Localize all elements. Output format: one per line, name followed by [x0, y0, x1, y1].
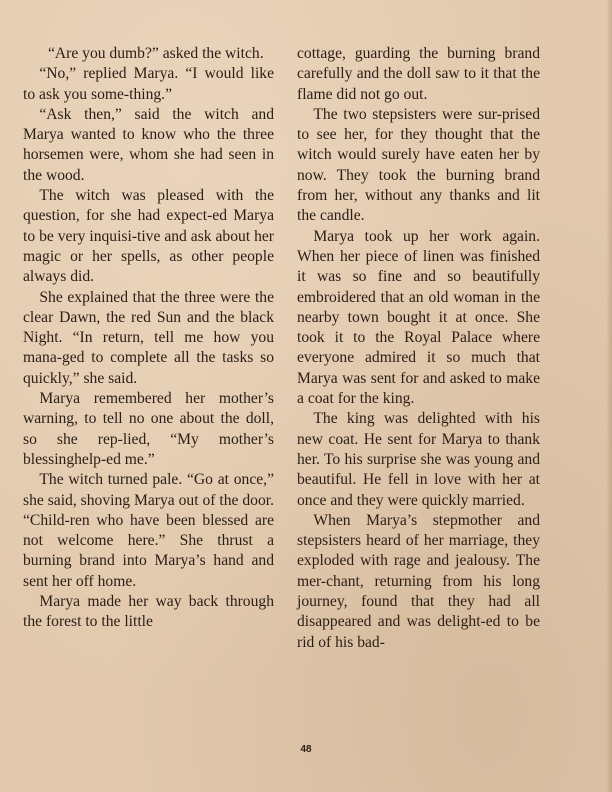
- paragraph: “Ask then,” said the witch and Marya wanted to know who the three horsemen were, whom she had seen in the wood.: [23, 105, 274, 184]
- right-column: [297, 44, 540, 653]
- page-edge-shadow: [606, 0, 612, 792]
- paragraph: “Are you dumb?” asked the witch.: [47, 45, 264, 62]
- paragraph: “No,” replied Marya. “I would like to ask you some-thing.”: [23, 65, 274, 103]
- paragraph: The witch turned pale. “Go at once,” she said, shoving Marya out of the door. “Child-ren who have been blessed are not welcome here.” She thrust a burning brand into Marya’s hand and sent her off home.: [23, 471, 274, 590]
- paragraph: The king was delighted with his new coat. He sent for Marya to thank her. To his surprise she was young and beautiful. He fell in love with her at once and they were quickly married.: [297, 410, 540, 509]
- paragraph: The witch was pleased with the question, for she had expect-ed Marya to be very inquisi-tive and ask about her magic or her spells, as other people always did.: [23, 187, 274, 286]
- paragraph: When Marya’s stepmother and stepsisters heard of her marriage, they exploded with rage and jealousy. The mer-chant, returning from his long journey, found that they had all disappeared and was delight-ed to be rid of his bad-: [297, 511, 540, 651]
- paragraph: Marya remembered her mother’s warning, to tell no one about the doll, so she rep-lied, “My mother’s blessinghelp-ed me.”: [23, 390, 274, 468]
- paragraph: She explained that the three were the clear Dawn, the red Sun and the black Night. “In return, tell me how you mana-ged to complete all the tasks so quickly,” she said.: [23, 288, 274, 387]
- paragraph: The two stepsisters were sur-prised to see her, for they thought that the witch would surely have eaten her by now. They took the burning brand from her, without any thanks and lit the candle.: [297, 105, 540, 225]
- paragraph: Marya took up her work again. When her piece of linen was finished it was so fine and so beautifully embroidered that an old woman in the nearby town bought it at once. She took it to the Royal Palace where everyone admired it so much that Marya was sent for and asked to make a coat for the king.: [297, 227, 540, 408]
- page-number: 48: [300, 744, 312, 755]
- paragraph: cottage, guarding the burning brand carefully and the doll saw to it that the flame did not go out.: [297, 45, 540, 103]
- left-column: [23, 44, 274, 633]
- paragraph: Marya made her way back through the forest to the little: [23, 593, 274, 631]
